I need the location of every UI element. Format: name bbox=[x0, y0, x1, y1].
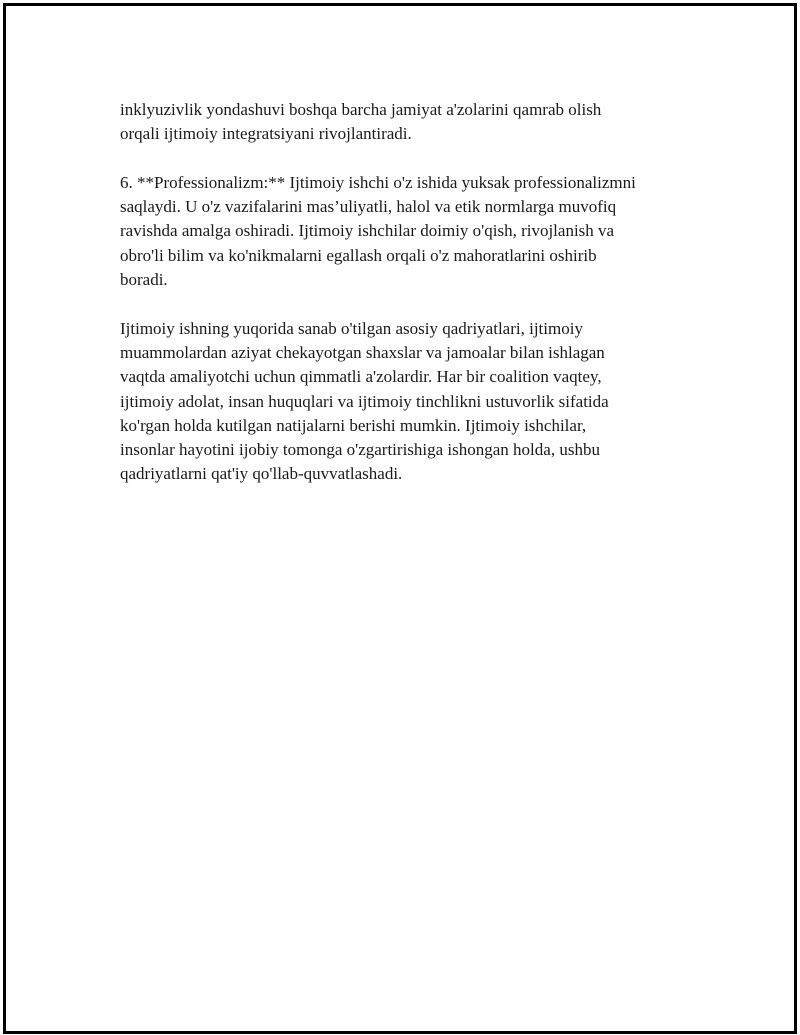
text-line: qadriyatlarni qat'iy qo'llab-quvvatlashadi. bbox=[120, 464, 403, 484]
text-line: ravishda amalga oshiradi. Ijtimoiy ishchilar doimiy o'qish, rivojlanish va bbox=[120, 221, 615, 241]
document-body bbox=[120, 98, 690, 511]
text-line: vaqtda amaliyotchi uchun qimmatli a'zolardir. Har bir coalition vaqtey, bbox=[120, 367, 602, 387]
text-line: inklyuzivlik yondashuvi boshqa barcha jamiyat a'zolarini qamrab olish bbox=[120, 100, 602, 119]
text-line: saqlaydi. U o'z vazifalarini mas’uliyatli, halol va etik normlarga muvofiq bbox=[120, 197, 617, 217]
text-line: Ijtimoiy ishning yuqorida sanab o'tilgan asosiy qadriyatlari, ijtimoiy bbox=[120, 318, 583, 338]
text-line: obro'li bilim va ko'nikmalarni egallash orqali o'z mahoratlarini oshirib bbox=[120, 245, 597, 265]
text-line: insonlar hayotini ijobiy tomonga o'zgartirishiga ishongan holda, ushbu bbox=[120, 440, 600, 460]
paragraph-inclusion-continuation bbox=[120, 98, 690, 147]
text-line: orqali ijtimoiy integratsiyani rivojlantiradi. bbox=[120, 124, 412, 144]
text-line: ko'rgan holda kutilgan natijalarni berishi mumkin. Ijtimoiy ishchilar, bbox=[120, 415, 587, 435]
text-line: 6. **Professionalizm:** Ijtimoiy ishchi o'z ishida yuksak professionalizmni bbox=[120, 172, 636, 192]
text-line: boradi. bbox=[120, 270, 168, 290]
text-line: muammolardan aziyat chekayotgan shaxslar va jamoalar bilan ishlagan bbox=[120, 342, 605, 362]
document-page bbox=[3, 3, 797, 1034]
paragraph-professionalism bbox=[120, 171, 690, 292]
text-line: ijtimoiy adolat, insan huquqlari va ijtimoiy tinchlikni ustuvorlik sifatida bbox=[120, 391, 609, 411]
paragraph-conclusion bbox=[120, 317, 690, 487]
